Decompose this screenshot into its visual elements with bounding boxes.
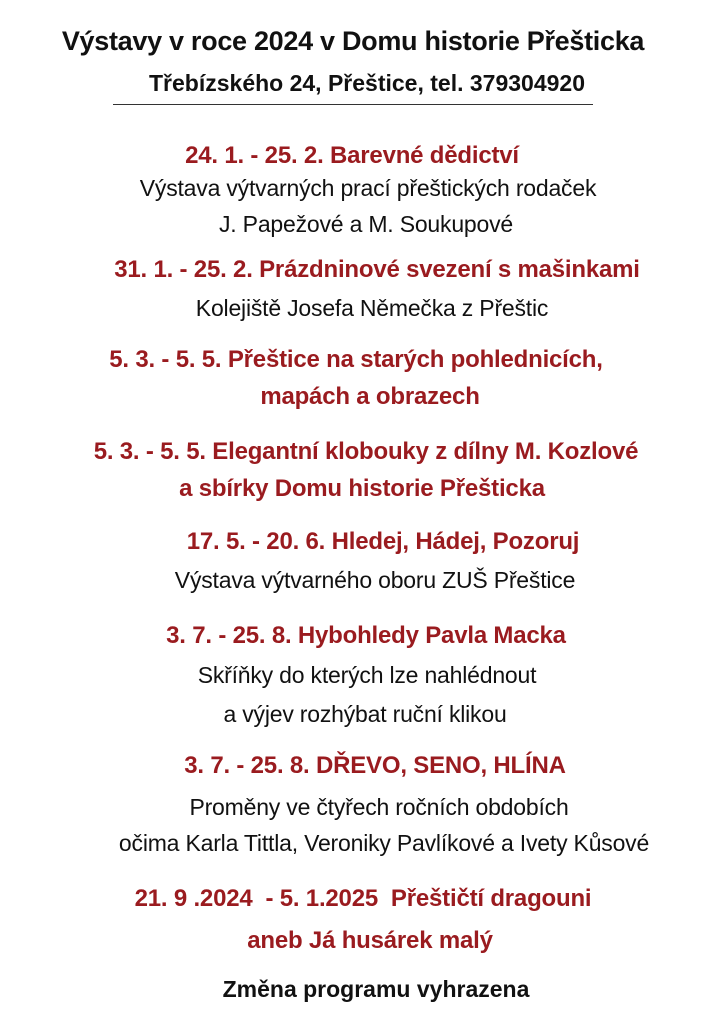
exhibition-7-description: Proměny ve čtyřech ročních obdobích [189, 794, 569, 820]
exhibition-1-description: Výstava výtvarných prací přeštických rodaček [139, 175, 597, 201]
title-underline [113, 104, 593, 105]
exhibition-1-description: J. Papežové a M. Soukupové [219, 211, 513, 237]
exhibition-6-heading: 3. 7. - 25. 8. Hybohledy Pavla Macka [166, 622, 566, 649]
exhibition-2-description: Kolejiště Josefa Němečka z Přeštic [195, 295, 549, 321]
exhibition-8-heading: aneb Já husárek malý [247, 927, 493, 954]
exhibition-7-heading: 3. 7. - 25. 8. DŘEVO, SENO, HLÍNA [184, 752, 566, 779]
program-change-note: Změna programu vyhrazena [222, 976, 530, 1002]
exhibition-6-description: Skříňky do kterých lze nahlédnout [197, 662, 537, 688]
exhibition-8-heading: 21. 9 .2024 - 5. 1.2025 Přeštičtí dragouni [134, 885, 592, 912]
exhibition-4-heading: a sbírky Domu historie Přešticka [179, 475, 545, 502]
exhibition-2-heading: 31. 1. - 25. 2. Prázdninové svezení s mašinkami [114, 256, 640, 283]
address-line: Třebízského 24, Přeštice, tel. 379304920 [149, 70, 585, 96]
exhibition-4-heading: 5. 3. - 5. 5. Elegantní klobouky z dílny M. Kozlové [93, 438, 639, 465]
exhibition-6-description: a výjev rozhýbat ruční klikou [223, 701, 507, 727]
page-title: Výstavy v roce 2024 v Domu historie Přešticka [61, 26, 645, 56]
exhibition-5-description: Výstava výtvarného oboru ZUŠ Přeštice [174, 567, 576, 593]
exhibition-3-heading: mapách a obrazech [260, 383, 480, 410]
exhibition-3-heading: 5. 3. - 5. 5. Přeštice na starých pohlednicích, [109, 346, 603, 373]
exhibition-1-heading: 24. 1. - 25. 2. Barevné dědictví [185, 142, 519, 169]
exhibition-5-heading: 17. 5. - 20. 6. Hledej, Hádej, Pozoruj [186, 528, 580, 555]
exhibition-7-description: očima Karla Tittla, Veroniky Pavlíkové a Ivety Kůsové [118, 830, 650, 856]
